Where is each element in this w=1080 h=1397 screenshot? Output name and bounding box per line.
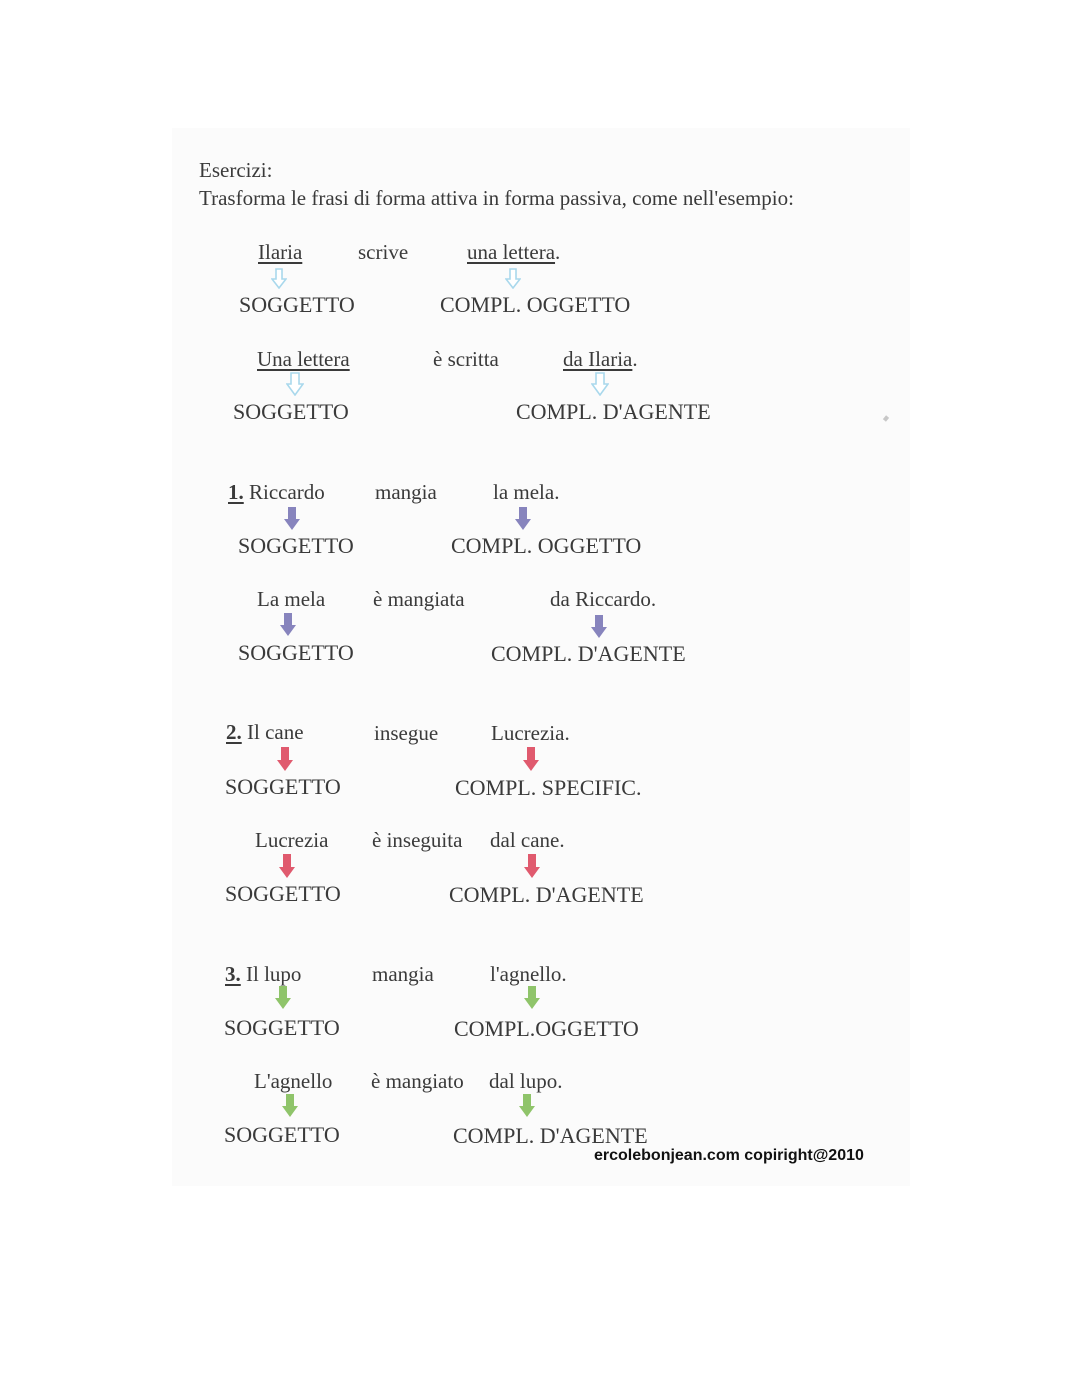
exercise-1-subject: 1. Riccardo [228,480,325,504]
example-passive-subject: Una lettera [257,347,350,371]
exercise-2-verb: insegue [374,721,439,745]
down-arrow-icon [281,1093,299,1118]
exercise-3-subject: 3. Il lupo [225,962,302,986]
exercise-1-passive-agent: da Riccardo. [550,587,657,611]
example-passive-agent: da Ilaria. [563,347,638,371]
down-arrow-icon [523,985,541,1010]
exercise-1-object: la mela. [493,480,560,504]
exercise-instruction: Trasforma le frasi di forma attiva in forma passiva, come nell'esempio: [199,186,794,210]
exercise-2-passive-subject: Lucrezia [255,828,329,852]
example-active-object: una lettera. [467,240,561,264]
exercise-1-verb: mangia [375,480,437,504]
down-arrow-icon [514,506,532,531]
down-arrow-icon [283,506,301,531]
label-compl-dagente: COMPL. D'AGENTE [453,1123,648,1148]
label-soggetto: SOGGETTO [238,640,354,665]
down-arrow-icon [505,268,521,289]
example-active-subject: Ilaria [258,240,303,264]
down-arrow-icon [590,614,608,639]
down-arrow-icon [522,746,540,772]
label-soggetto: SOGGETTO [238,533,354,558]
exercise-3-passive-agent: dal lupo. [489,1069,563,1093]
exercise-2-passive-agent: dal cane. [490,828,565,852]
label-compl-oggetto: COMPL. OGGETTO [451,533,642,558]
down-arrow-icon [278,853,296,879]
label-compl-dagente: COMPL. D'AGENTE [449,882,644,907]
down-arrow-icon [591,372,609,396]
exercise-2-object: Lucrezia. [491,721,570,745]
exercise-3-object: l'agnello. [490,962,567,986]
exercise-1-passive-verb: è mangiata [373,587,465,611]
exercise-2-passive-verb: è inseguita [372,828,463,852]
label-soggetto: SOGGETTO [224,1122,340,1147]
down-arrow-icon [523,853,541,879]
down-arrow-icon [518,1093,536,1118]
label-compl-dagente: COMPL. D'AGENTE [516,399,711,424]
exercise-3-verb: mangia [372,962,434,986]
example-active-verb: scrive [358,240,409,264]
label-soggetto: SOGGETTO [233,399,349,424]
label-soggetto: SOGGETTO [225,881,341,906]
label-compl-oggetto: COMPL.OGGETTO [454,1016,639,1041]
label-soggetto: SOGGETTO [239,292,355,317]
label-compl-dagente: COMPL. D'AGENTE [491,641,686,666]
down-arrow-icon [271,268,287,289]
exercise-1-passive-subject: La mela [257,587,326,611]
label-soggetto: SOGGETTO [225,774,341,799]
label-compl-specific: COMPL. SPECIFIC. [455,775,642,800]
down-arrow-icon [276,746,294,772]
example-passive-verb: è scritta [433,347,499,371]
exercise-3-passive-subject: L'agnello [254,1069,333,1093]
copyright-credit: ercolebonjean.com copiright@2010 [594,1147,864,1164]
exercise-heading: Esercizi: [199,158,273,182]
exercise-2-subject: 2. Il cane [226,720,304,744]
down-arrow-icon [274,985,292,1010]
label-soggetto: SOGGETTO [224,1015,340,1040]
down-arrow-icon [286,372,304,396]
down-arrow-icon [279,612,297,637]
exercise-3-passive-verb: è mangiato [371,1069,464,1093]
label-compl-oggetto: COMPL. OGGETTO [440,292,631,317]
